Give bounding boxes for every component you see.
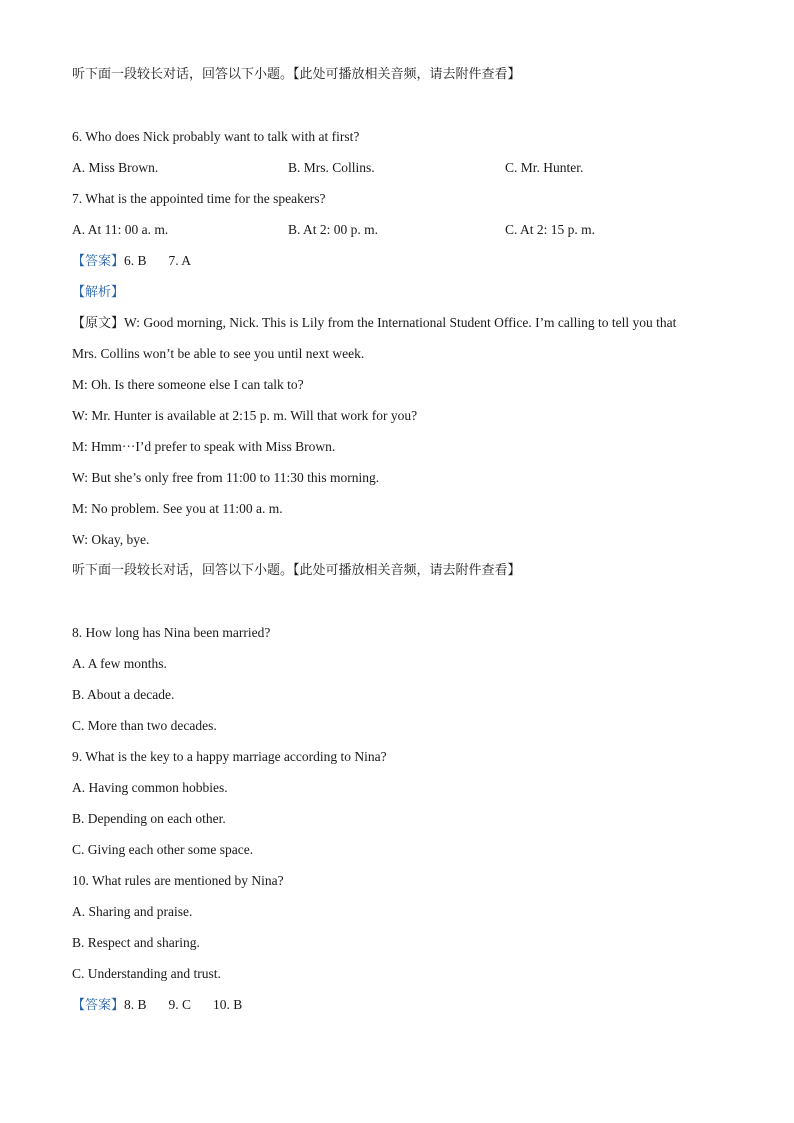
listen-instruction: 听下面一段较长对话，回答以下小题。【此处可播放相关音频，请去附件查看】 (72, 67, 521, 82)
option-b: B. About a decade. (72, 687, 175, 702)
document-page (72, 62, 732, 1023)
option-a: A. A few months. (72, 656, 167, 671)
question-stem: 6. Who does Nick probably want to talk with at first? (72, 129, 360, 144)
transcript-line: M: No problem. See you at 11:00 a. m. (72, 501, 283, 516)
question-stem: 9. What is the key to a happy marriage according to Nina? (72, 749, 387, 764)
transcript-line (72, 310, 732, 341)
answer-item: 9. C (168, 997, 192, 1012)
answer-item: 6. B (124, 253, 147, 268)
transcript-line: W: Okay, bye. (72, 532, 150, 547)
question-stem: 7. What is the appointed time for the speakers? (72, 191, 326, 206)
answer-tag: 【答案】 (72, 998, 125, 1013)
question-options (72, 217, 732, 248)
option-c: C. Understanding and trust. (72, 966, 221, 981)
option-a: A. Sharing and praise. (72, 904, 193, 919)
blank-line (72, 93, 732, 124)
question-stem: 10. What rules are mentioned by Nina? (72, 873, 284, 888)
transcript-line: Mrs. Collins won’t be able to see you until next week. (72, 346, 365, 361)
answer-line (72, 992, 732, 1023)
option-b: B. Respect and sharing. (72, 935, 200, 950)
option-a: A. At 11: 00 a. m. (72, 222, 169, 237)
option-b: B. Depending on each other. (72, 811, 226, 826)
transcript-line: W: Mr. Hunter is available at 2:15 p. m. Will that work for you? (72, 408, 418, 423)
option-c: C. Mr. Hunter. (505, 160, 584, 175)
option-b: B. At 2: 00 p. m. (288, 222, 379, 237)
transcript-text: W: Good morning, Nick. This is Lily from the International Student Office. I’m calling to tell you that (124, 315, 677, 330)
answer-item: 7. A (168, 253, 192, 268)
answer-line (72, 248, 732, 279)
question-stem: 8. How long has Nina been married? (72, 625, 271, 640)
analysis-line (72, 279, 732, 310)
option-a: A. Miss Brown. (72, 160, 159, 175)
answer-tag: 【答案】 (72, 254, 125, 269)
option-c: C. More than two decades. (72, 718, 217, 733)
analysis-tag: 【解析】 (72, 285, 125, 300)
option-a: A. Having common hobbies. (72, 780, 228, 795)
option-b: B. Mrs. Collins. (288, 160, 375, 175)
option-c: C. Giving each other some space. (72, 842, 254, 857)
original-tag: 【原文】 (72, 316, 125, 331)
transcript-line: M: Oh. Is there someone else I can talk to? (72, 377, 304, 392)
transcript-line: W: But she’s only free from 11:00 to 11:30 this morning. (72, 470, 380, 485)
blank-line (72, 589, 732, 620)
option-c: C. At 2: 15 p. m. (505, 222, 596, 237)
question-options (72, 155, 732, 186)
transcript-line: M: Hmm···I’d prefer to speak with Miss Brown. (72, 439, 336, 454)
answer-item: 8. B (124, 997, 147, 1012)
answer-item: 10. B (213, 997, 243, 1012)
listen-instruction: 听下面一段较长对话，回答以下小题。【此处可播放相关音频，请去附件查看】 (72, 563, 521, 578)
